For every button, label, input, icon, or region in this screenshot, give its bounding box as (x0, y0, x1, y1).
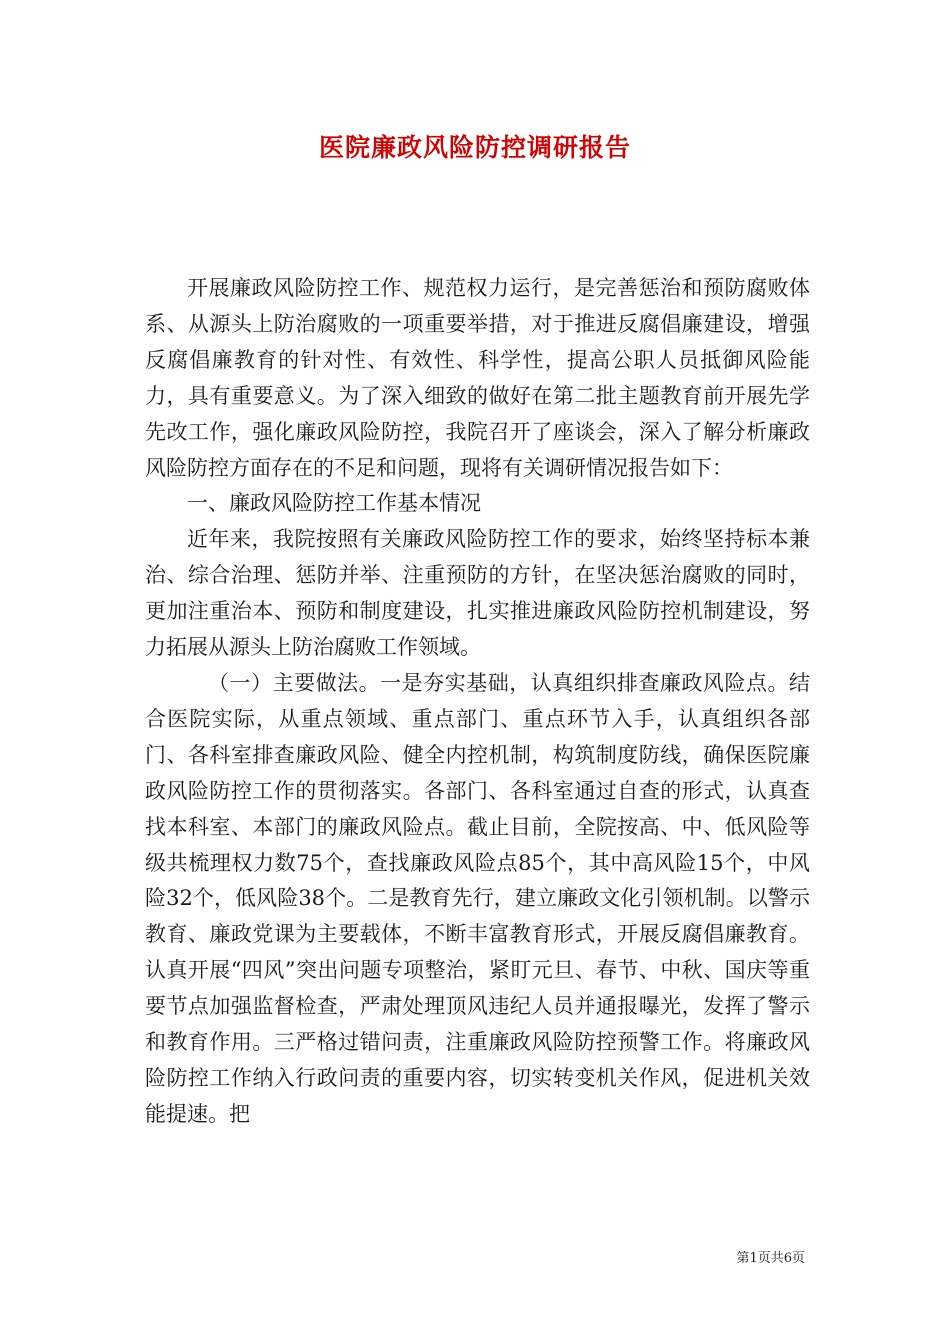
section-heading: 一、廉政风险防控工作基本情况 (187, 491, 481, 516)
document-title: 医院廉政风险防控调研报告 (318, 133, 631, 162)
paragraph-intro: 开展廉政风险防控工作、规范权力运行，是完善惩治和预防腐败体系、从源头上防治腐败的一项重要举措，对于推进反腐倡廉建设，增强反腐倡廉教育的针对性、有效性、科学性，提高公职人员抵御风险能力，具有重要意义。为了深入细致的做好在第二批主题教育前开展先学先改工作，强化廉政风险防控，我院召开了座谈会，深入了解分析廉政风险防控方面存在的不足和问题，现将有关调研情况报告如下： (145, 276, 810, 480)
paragraph-main-practices: （一）主要做法。一是夯实基础，认真组织排查廉政风险点。结合医院实际，从重点领域、重点部门、重点环节入手，认真组织各部门、各科室排查廉政风险、健全内控机制，构筑制度防线，确保医院廉政风险防控工作的贯彻落实。各部门、各科室通过自查的形式，认真查找本科室、本部门的廉政风险点。截止目前，全院按高、中、低风险等级共梳理权力数75个，查找廉政风险点85个，其中高风险15个，中风险32个，低风险38个。二是教育先行，建立廉政文化引领机制。以警示教育、廉政党课为主要载体，不断丰富教育形式，开展反腐倡廉教育。认真开展“四风”突出问题专项整治，紧盯元旦、春节、中秋、国庆等重要节点加强监督检查，严肃处理顶风违纪人员并通报曝光，发挥了警示和教育作用。三严格过错问责，注重廉政风险防控预警工作。将廉政风险防控工作纳入行政问责的重要内容，切实转变机关作风，促进机关效能提速。把 (145, 670, 810, 1126)
page-number: 第1页共6页 (736, 1251, 805, 1266)
paragraph-overview: 近年来，我院按照有关廉政风险防控工作的要求，始终坚持标本兼治、综合治理、惩防并举、注重预防的方针，在坚决惩治腐败的同时，更加注重治本、预防和制度建设，扎实推进廉政风险防控机制建设，努力拓展从源头上防治腐败工作领域。 (145, 527, 810, 660)
document-body (145, 271, 810, 1133)
